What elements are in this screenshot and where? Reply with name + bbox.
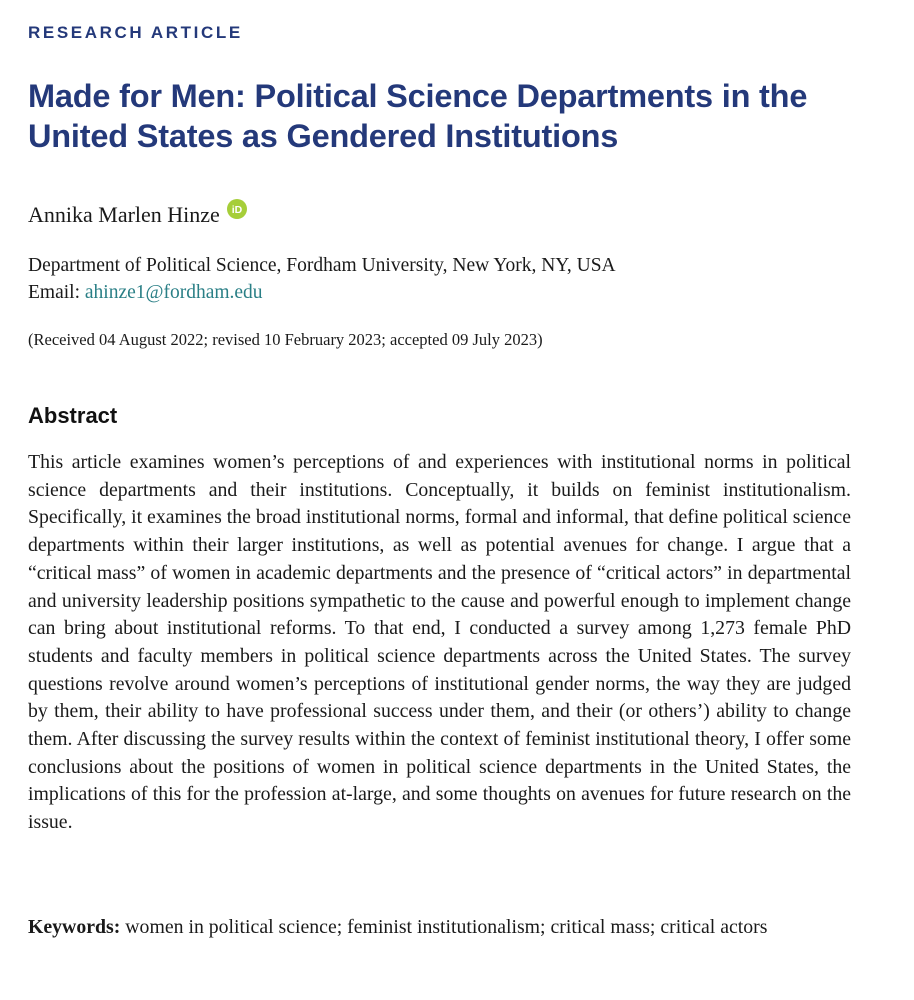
keywords-label: Keywords: xyxy=(28,916,121,938)
abstract-text: This article examines women’s perceptions of and experiences with institutional norms in political science departments and their institutions. Conceptually, it builds on feminist institutionalism. Specifically, it examines the broad institutional norms, formal and informal, that define political science departments within their larger institutions, as well as potential avenues for change. I argue that a “critical mass” of women in academic departments and the presence of “critical actors” in departmental and university leadership positions sympathetic to the cause and powerful enough to implement change can bring about institutional reforms. To that end, I conducted a survey among 1,273 female PhD students and faculty members in political science departments across the United States. The survey questions revolve around women’s perceptions of institutional gender norms, the way they are judged by them, their ability to have professional success under them, and their (or others’) ability to change them. After discussing the survey results within the context of feminist institutional theory, I offer some conclusions about the positions of women in political science departments in the United States, the implications of this for the profession at-large, and some thoughts on avenues for future research on the issue. xyxy=(28,451,851,834)
author-name: Annika Marlen Hinze xyxy=(28,202,220,227)
email-link[interactable]: ahinze1@fordham.edu xyxy=(84,282,263,303)
affiliation-department: Department of Political Science, Fordham University, New York, NY, USA xyxy=(28,255,616,276)
affiliation-block xyxy=(28,252,616,306)
article-type-label: RESEARCH ARTICLE xyxy=(28,23,243,42)
orcid-icon[interactable] xyxy=(227,199,247,219)
email-label: Email: xyxy=(28,282,80,303)
author-line xyxy=(28,202,247,228)
email-line xyxy=(28,279,616,306)
orcid-icon-label: iD xyxy=(231,204,243,216)
keywords-text: women in political science; feminist institutionalism; critical mass; critical actors xyxy=(125,916,768,938)
abstract-heading: Abstract xyxy=(28,403,118,428)
keywords xyxy=(28,914,851,942)
publication-history: (Received 04 August 2022; revised 10 February 2023; accepted 09 July 2023) xyxy=(28,330,543,349)
article-title: Made for Men: Political Science Departments in the United States as Gendered Institutions xyxy=(28,78,808,154)
